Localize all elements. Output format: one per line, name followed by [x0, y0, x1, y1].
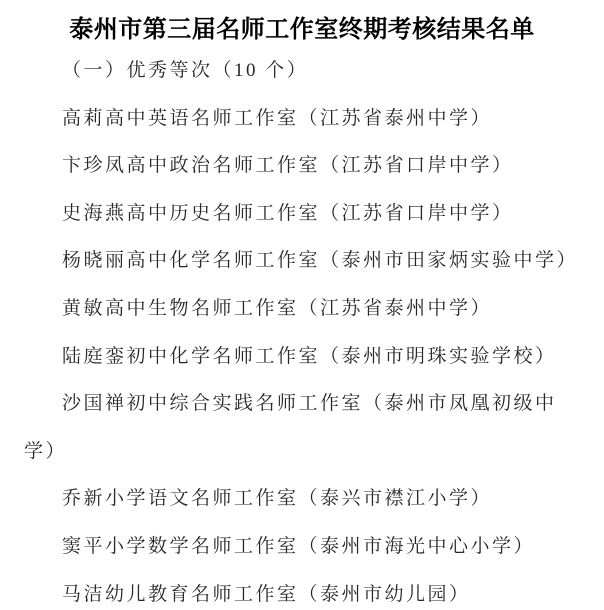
workshop-entry: 高莉高中英语名师工作室（江苏省泰州中学） [62, 107, 493, 129]
document-body [0, 47, 604, 610]
workshop-entry: 陆庭銮初中化学名师工作室（泰州市明珠实验学校） [62, 345, 557, 367]
workshop-entry: 窦平小学数学名师工作室（泰州市海光中心小学） [62, 535, 536, 557]
section-heading: （一）优秀等次（10 个） [62, 60, 309, 81]
workshop-entry: 杨晓丽高中化学名师工作室（泰州市田家炳实验中学） [62, 250, 579, 272]
document-title: 泰州市第三届名师工作室终期考核结果名单 [69, 17, 535, 43]
workshop-list [24, 95, 589, 610]
workshop-entry: 马洁幼儿教育名师工作室（泰州市幼儿园） [62, 583, 471, 605]
workshop-entry: 史海燕高中历史名师工作室（江苏省口岸中学） [62, 202, 514, 224]
workshop-entry: 乔新小学语文名师工作室（泰兴市襟江小学） [62, 488, 493, 510]
workshop-entry: 卞珍凤高中政治名师工作室（江苏省口岸中学） [62, 155, 514, 177]
workshop-entry: 沙国禅初中综合实践名师工作室（泰州市凤凰初级中学） [24, 393, 557, 462]
workshop-entry: 黄敏高中生物名师工作室（江苏省泰州中学） [62, 297, 493, 319]
